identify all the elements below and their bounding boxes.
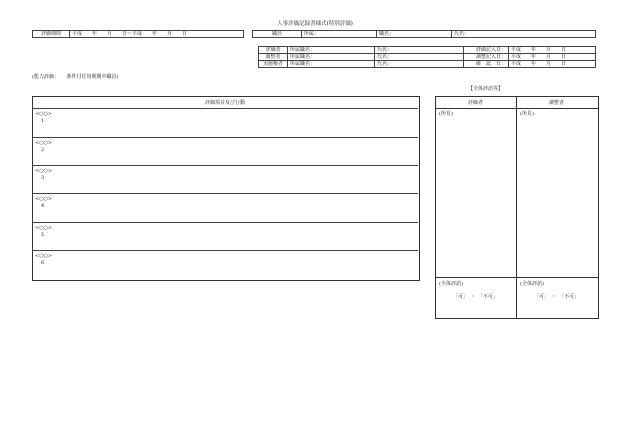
evaluator-choice: 「可」 ・ 「不可」 [452, 294, 498, 300]
evaluator-role: 実施権者 [259, 61, 288, 68]
evaluator-role: 評価者 [259, 47, 288, 54]
evaluator-name: 氏名： [375, 54, 464, 61]
employee-label: 職員 [253, 31, 302, 38]
evaluator-date: 平成 年 月 日 [509, 61, 596, 68]
item-number: 1 [41, 118, 45, 124]
overall-section-line [435, 277, 598, 278]
item-mark: <○○> [35, 253, 53, 259]
evaluator-row [259, 47, 596, 54]
evaluator-row [259, 61, 596, 68]
period-table [32, 30, 244, 38]
item-mark: <○○> [35, 196, 53, 202]
item-number: 3 [41, 175, 45, 181]
list-item [32, 193, 418, 209]
evaluator-date-label: 調整記入日： [464, 54, 509, 61]
employee-post: 職名： [377, 31, 452, 38]
list-item [32, 165, 418, 181]
ability-note: (能力評価： 条件付任用期間中職員) [32, 74, 119, 80]
evaluator-name: 氏名： [375, 47, 464, 54]
page-title: 人事評価記録書様式(特別評価) [277, 21, 353, 27]
adjuster-opinion-label: (所見) [520, 111, 534, 117]
items-header: 評価項目及び行動 [204, 100, 245, 106]
item-number: 5 [41, 232, 45, 238]
employee-affiliation: 所属： [302, 31, 377, 38]
item-number: 4 [41, 203, 45, 209]
evaluator-row [259, 54, 596, 61]
list-item [32, 137, 418, 153]
item-mark: <○○> [35, 111, 53, 117]
evaluator-affiliation: 所属職名： [288, 54, 375, 61]
item-mark: <○○> [35, 140, 53, 146]
list-item [32, 222, 418, 238]
adjuster-choice: 「可」 ・ 「不可」 [533, 294, 579, 300]
evaluator-overall-label: (全体評語) [439, 281, 463, 287]
list-item [32, 108, 418, 124]
item-mark: <○○> [35, 225, 53, 231]
evaluator-column-header: 評価者 [467, 100, 483, 106]
adjuster-overall-label: (全体評語) [520, 281, 544, 287]
item-mark: <○○> [35, 168, 53, 174]
evaluator-date: 平成 年 月 日 [509, 47, 596, 54]
item-number: 2 [41, 147, 45, 153]
period-label: 評価期間 [33, 31, 70, 38]
overall-divider [516, 96, 517, 318]
evaluator-date-label: 確 認 日： [464, 61, 509, 68]
evaluator-role: 調整者 [259, 54, 288, 61]
overall-header-line [435, 108, 598, 109]
evaluator-date-label: 評価記入日： [464, 47, 509, 54]
evaluators-table [258, 46, 596, 68]
evaluator-date: 平成 年 月 日 [509, 54, 596, 61]
period-value: 平成 年 月 日〜平成 年 月 日 [70, 31, 244, 38]
adjuster-column-header: 調整者 [548, 100, 564, 106]
employee-table [252, 30, 596, 38]
evaluator-opinion-label: (所見) [439, 111, 453, 117]
employee-name: 氏名： [452, 31, 596, 38]
evaluator-name: 氏名： [375, 61, 464, 68]
list-item [32, 250, 418, 266]
overall-section-title: 【全体評語等】 [468, 86, 504, 92]
evaluator-affiliation: 所属職名： [288, 47, 375, 54]
evaluator-affiliation: 所属職名： [288, 61, 375, 68]
item-number: 6 [41, 260, 45, 266]
